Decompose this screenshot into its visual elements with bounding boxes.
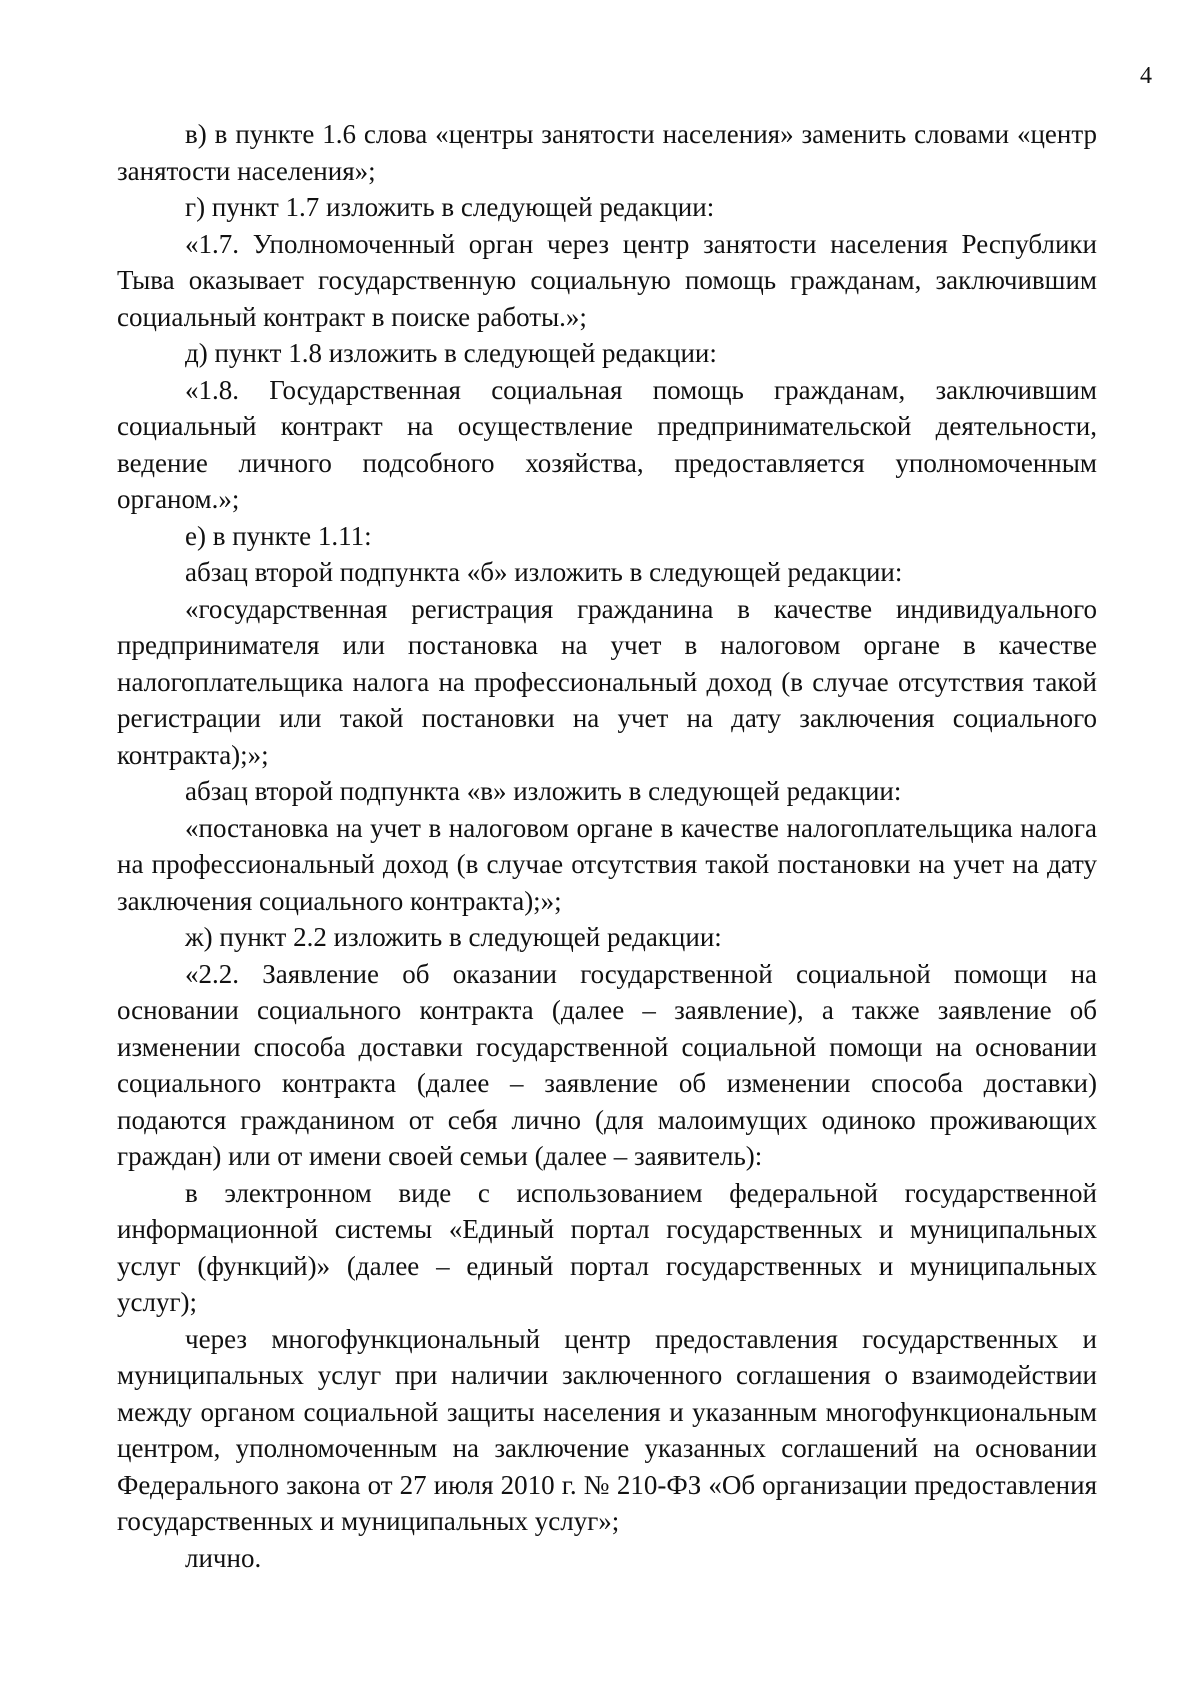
paragraph-clause-2-2: «2.2. Заявление об оказании государственной социальной помощи на основании социального контракта (далее – заявление), а также заявление об изменении способа доставки государственной социальной помощи на основании социального контракта (далее – заявление об изменении способа доставки) подаются гражданином от себя лично (для малоимущих одиноко проживающих граждан) или от имени своей семьи (далее – заявитель): [117,958,1097,1171]
paragraph-amendment-v: в) в пункте 1.6 слова «центры занятости населения» заменить словами «центр занятости населения»; [117,119,1097,186]
document-body [117,116,1097,1576]
paragraph-amendment-zh: ж) пункт 2.2 изложить в следующей редакции: [185,922,722,952]
paragraph-clause-1-7: «1.7. Уполномоченный орган через центр занятости населения Республики Тыва оказывает государственную социальную помощь гражданам, заключившим социальный контракт в поиске работы.»; [117,228,1097,332]
paragraph-amendment-g: г) пункт 1.7 изложить в следующей редакции: [185,192,715,222]
page-number: 4 [1140,63,1152,89]
paragraph-amendment-e: е) в пункте 1.11: [185,520,372,551]
paragraph-subclause-v-text: «постановка на учет в налоговом органе в качестве налогоплательщика налога на профессиональный доход (в случае отсутствия такой постановки на учет на дату заключения социального контракта);»; [117,812,1097,916]
paragraph-subclause-b-text: «государственная регистрация гражданина в качестве индивидуального предпринимателя или постановка на учет в налоговом органе в качестве налогоплательщика налога на профессиональный доход (в случае отсутствия такой регистрации или такой постановки на учет на дату заключения социального контракта);»; [117,593,1097,770]
paragraph-electronic-submission: в электронном виде с использованием федеральной государственной информационной системы «Единый портал государственных и муниципальных услуг (функций)» (далее – единый портал государственных и муниципальных услуг); [117,1177,1097,1317]
paragraph-clause-1-8: «1.8. Государственная социальная помощь гражданам, заключившим социальный контракт на осуществление предпринимательской деятельности, ведение личного подсобного хозяйства, предоставляется уполномоченным органом.»; [117,374,1097,514]
paragraph-subclause-v-heading: абзац второй подпункта «в» изложить в следующей редакции: [185,776,902,806]
paragraph-subclause-b-heading: абзац второй подпункта «б» изложить в следующей редакции: [185,557,903,587]
paragraph-mfc-submission: через многофункциональный центр предоставления государственных и муниципальных услуг при наличии заключенного соглашения о взаимодействии между органом социальной защиты населения и указанным многофункциональным центром, уполномоченным на заключение указанных соглашений на основании Федерального закона от 27 июля 2010 г. № 210-ФЗ «Об организации предоставления государственных и муниципальных услуг»; [117,1323,1097,1536]
paragraph-in-person: лично. [185,1542,262,1573]
paragraph-amendment-d: д) пункт 1.8 изложить в следующей редакции: [185,338,717,368]
